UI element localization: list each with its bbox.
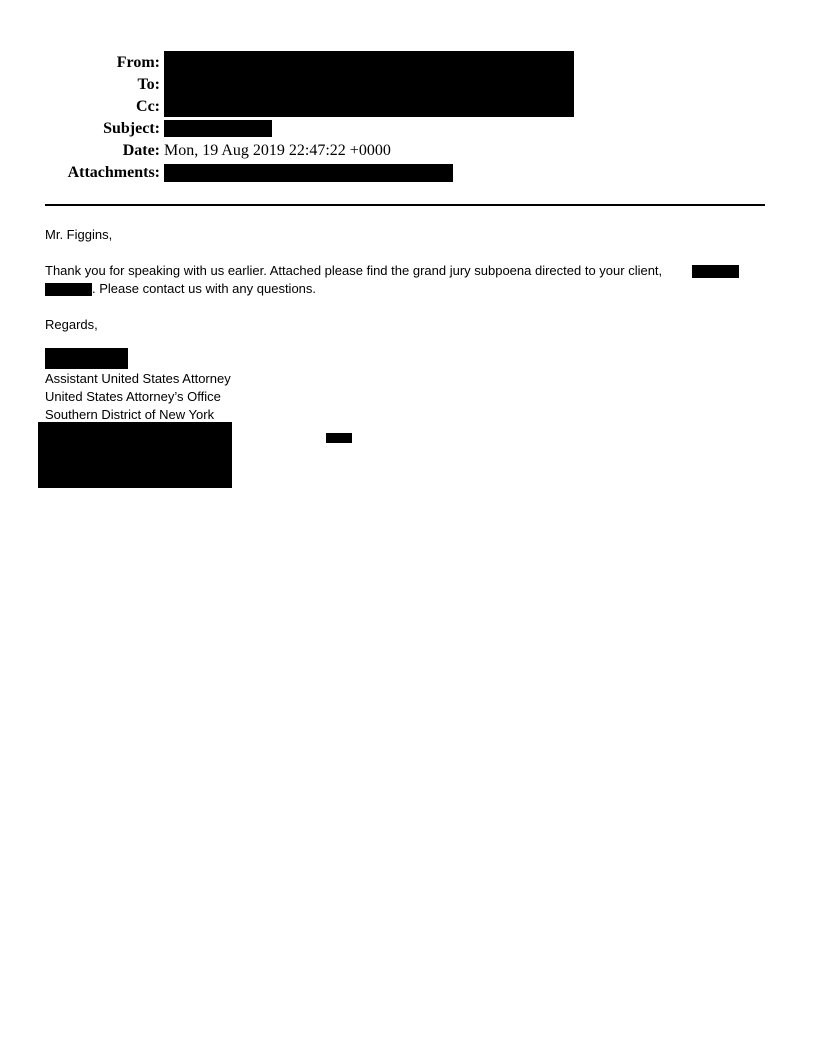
header-divider (45, 204, 765, 206)
signer-name-redaction (45, 348, 128, 369)
paragraph-line-2: . Please contact us with any questions. (92, 281, 317, 296)
closing: Regards, (45, 317, 98, 332)
cc-label: Cc: (136, 98, 160, 115)
client-name-redaction-2 (45, 283, 92, 296)
paragraph-line-1: Thank you for speaking with us earlier. Attached please find the grand jury subpoena directed to your client, (45, 263, 663, 278)
attachments-redaction (164, 164, 453, 182)
subject-label: Subject: (103, 120, 160, 137)
client-name-redaction-1 (692, 265, 739, 278)
contact-info-redaction (38, 422, 232, 488)
from-to-cc-redaction (164, 51, 574, 117)
to-label: To: (137, 76, 160, 93)
from-label: From: (116, 54, 160, 71)
subject-redaction (164, 120, 272, 137)
subject-row (0, 118, 816, 140)
attachments-label: Attachments: (67, 164, 160, 181)
small-redaction (326, 433, 352, 443)
signature-district: Southern District of New York (45, 407, 215, 422)
date-value: Mon, 19 Aug 2019 22:47:22 +0000 (164, 142, 391, 159)
signature-title: Assistant United States Attorney (45, 371, 231, 386)
date-label: Date: (122, 142, 160, 159)
salutation: Mr. Figgins, (45, 227, 113, 242)
date-row (0, 140, 816, 162)
signature-office: United States Attorney’s Office (45, 389, 221, 404)
